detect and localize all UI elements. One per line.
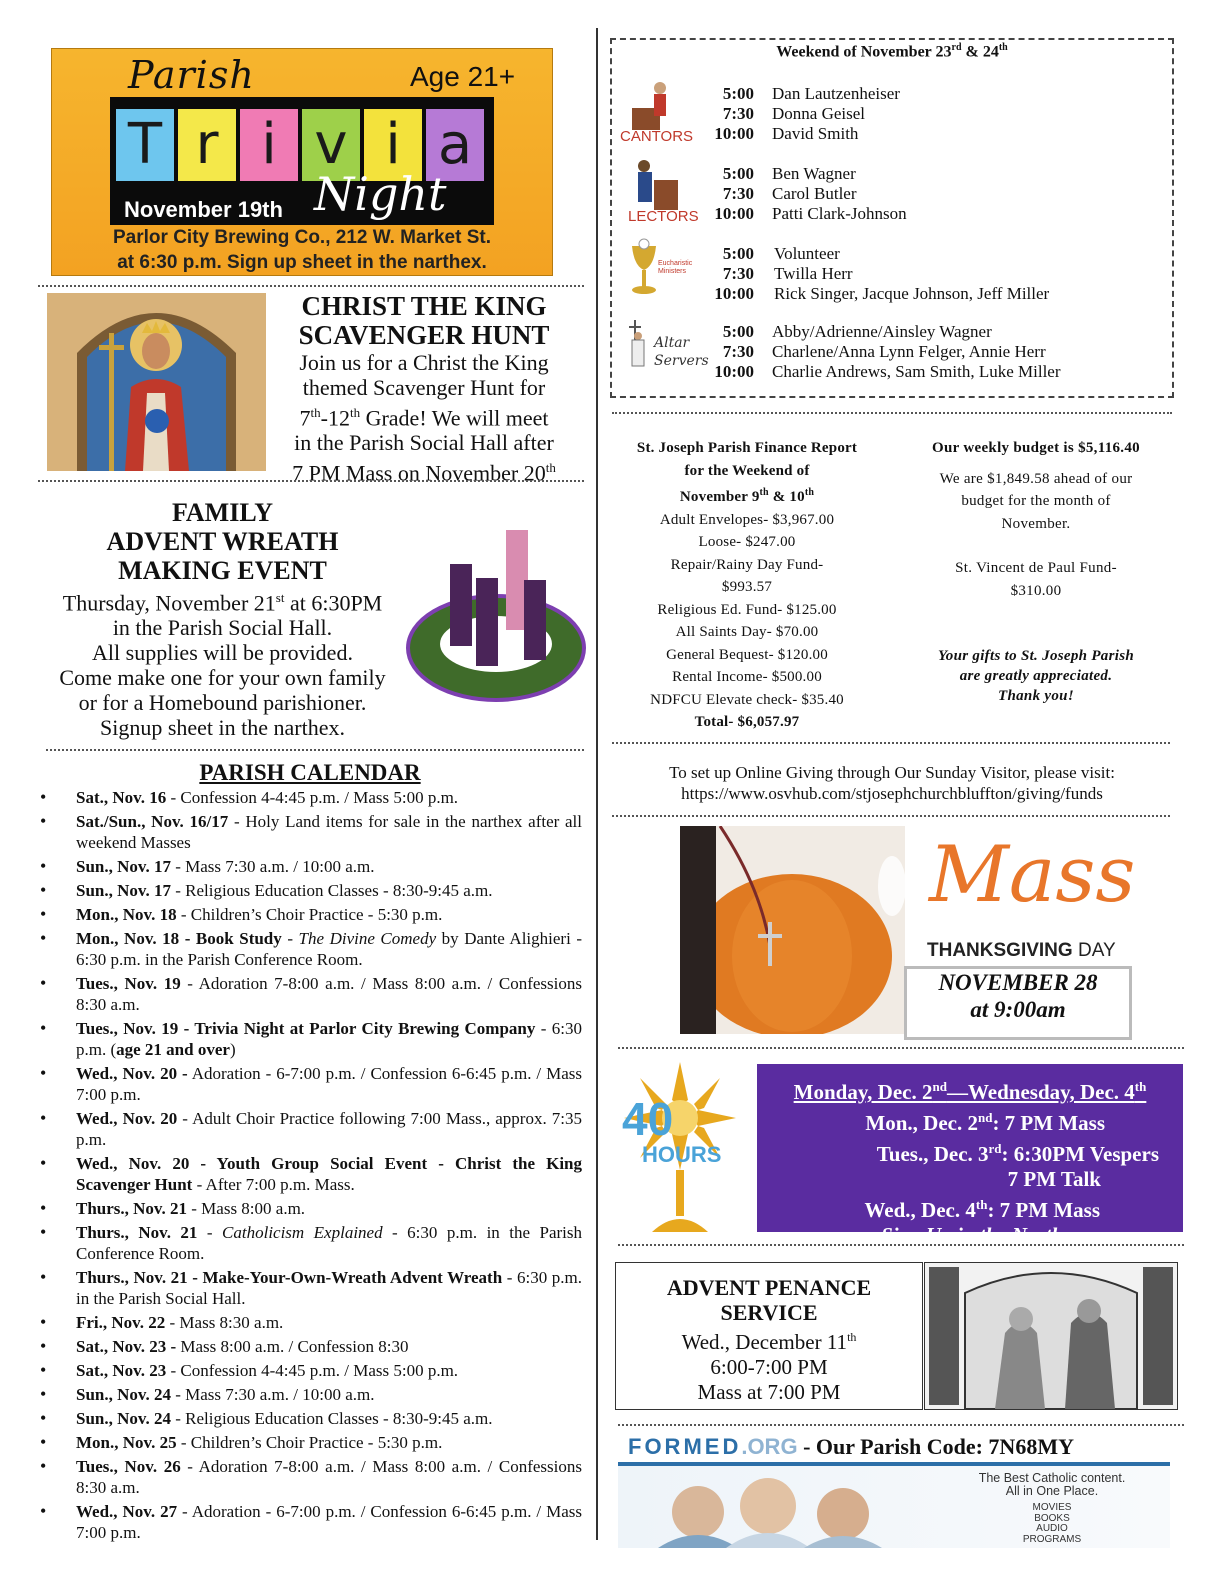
scavenger-title-1: CHRIST THE KING [301, 291, 547, 321]
parish-calendar-title: PARISH CALENDAR [199, 760, 421, 785]
eucharistic-label: Eucharistic Ministers [658, 260, 693, 275]
divider [618, 1244, 1184, 1246]
calendar-item: • Thurs., Nov. 21 - Make-Your-Own-Wreath Advent Wreath - 6:30 p.m. in the Parish Social Hall. [40, 1267, 582, 1309]
advent-wreath-event: FAMILY ADVENT WREATH MAKING EVENT Thursday, November 21st at 6:30PM in the Parish Social Hall. All supplies will be provided. Come make one for your own family or for a Homebound parishioner. Signup sheet in the narthex. [59, 498, 386, 741]
calendar-item: • Wed., Nov. 20 - Adoration - 6-7:00 p.m. / Confession 6-6:45 p.m. / Mass 7:00 p.m. [40, 1063, 582, 1105]
lectors-label: LECTORS [628, 208, 699, 225]
calendar-item: • Wed., Nov. 27 - Adoration - 6-7:00 p.m. / Confession 6-6:45 p.m. / Mass 7:00 p.m. [40, 1501, 582, 1543]
online-giving-link[interactable]: https://www.osvhub.com/stjosephchurchbluffton/giving/funds [681, 784, 1103, 803]
pumpkin-rosary-image [680, 826, 905, 1034]
cantors-block: CANTORS 5:00 7:30 10:00 Dan Lautzenheiser Donna Geisel David Smith [620, 78, 1170, 148]
altar-servers-label: Altar Servers [654, 335, 709, 369]
calendar-item: • Thurs., Nov. 21 - Catholicism Explained - 6:30 p.m. in the Parish Conference Room. [40, 1222, 582, 1264]
trivia-letter-i: i [240, 109, 298, 181]
divider [612, 815, 1170, 817]
divider [38, 480, 584, 482]
forty-number: 40 [622, 1093, 674, 1145]
calendar-item: • Sat./Sun., Nov. 16/17 - Holy Land items for sale in the narthex after all weekend Masses [40, 811, 582, 853]
calendar-item: • Sat., Nov. 23 - Mass 8:00 a.m. / Confession 8:30 [40, 1336, 582, 1357]
advent-penance-service: ADVENT PENANCE SERVICE Wed., December 11th 6:00-7:00 PM Mass at 7:00 PM [615, 1262, 923, 1410]
forty-hours-monstrance [618, 1060, 742, 1238]
calendar-item: • Mon., Nov. 18 - Book Study - The Divine Comedy by Dante Alighieri - 6:30 p.m. in the Parish Conference Room. [40, 928, 582, 970]
cantors-label: CANTORS [620, 128, 694, 145]
mass-script: Mass [929, 830, 1136, 920]
trivia-location: Parlor City Brewing Co., 212 W. Market St. at 6:30 p.m. Sign up sheet in the narthex. [113, 227, 491, 273]
weekend-title: Weekend of November 23rd & 24th [776, 42, 1008, 61]
calendar-item: • Wed., Nov. 20 - Adult Choir Practice following 7:00 Mass., approx. 7:35 p.m. [40, 1108, 582, 1150]
trivia-parish: Parish [128, 53, 255, 97]
advent-wreath-image [398, 520, 594, 716]
calendar-item: • Sun., Nov. 24 - Religious Education Classes - 8:30-9:45 a.m. [40, 1408, 582, 1429]
thanksgiving-date-box: NOVEMBER 28 at 9:00am [904, 966, 1132, 1040]
finance-report: St. Joseph Parish Finance Report for the Weekend of November 9th & 10th Adult Envelopes- $3,967.00 Loose- $247.00 Repair/Rainy Day Fund- $993.57 Religious Ed. Fund- $125.00 All Saints Day- $70.00 General Bequest- $120.00 Rental Income- $500.00 NDFCU Elevate check- $35.40 Total- $6,057.97 [636, 440, 858, 730]
budget-summary: Our weekly budget is $5,116.40 We are $1,849.58 ahead of our budget for the month of November. St. Vincent de Paul Fund- $310.00 Your gifts to St. Joseph Parish are greatly appreciated. Thank you! [932, 440, 1140, 704]
calendar-item: • Wed., Nov. 20 - Youth Group Social Event - Christ the King Scavenger Hunt - After 7:00 p.m. Mass. [40, 1153, 582, 1195]
formed-family-image [618, 1462, 1170, 1548]
forty-hours-schedule: Monday, Dec. 2nd—Wednesday, Dec. 4th Mon., Dec. 2nd: 7 PM Mass Tues., Dec. 3rd: 6:30PM Vespers 7 PM Talk Wed., Dec. 4th: 7 PM Mass Sign Up in the Narthex [757, 1064, 1183, 1232]
calendar-item: • Mon., Nov. 25 - Children’s Choir Practice - 5:30 p.m. [40, 1432, 582, 1453]
calendar-item: • Sun., Nov. 24 - Mass 7:30 a.m. / 10:00 a.m. [40, 1384, 582, 1405]
trivia-letter-r: r [178, 109, 236, 181]
divider [612, 742, 1170, 744]
altar-servers-block: Altar Servers 5:00 7:30 10:00 Abby/Adrienne/Ainsley Wagner Charlene/Anna Lynn Felger, Annie Herr Charlie Andrews, Sam Smith, Luke Miller [620, 316, 1170, 386]
trivia-night: Night [314, 167, 447, 221]
trivia-date: November 19th [124, 197, 283, 222]
scavenger-title-2: SCAVENGER HUNT [298, 320, 550, 350]
trivia-age: Age 21+ [410, 61, 516, 92]
lectors-block: LECTORS 5:00 7:30 10:00 Ben Wagner Carol Butler Patti Clark-Johnson [620, 158, 1170, 228]
calendar-item: • Thurs., Nov. 21 - Mass 8:00 a.m. [40, 1198, 582, 1219]
divider [618, 1424, 1184, 1426]
formed-media-list: MOVIES BOOKS AUDIO PROGRAMS [1022, 1502, 1082, 1545]
scavenger-hunt-notice: CHRIST THE KING SCAVENGER HUNT Join us for a Christ the King themed Scavenger Hunt for 7th-12th Grade! We will meet in the Parish Social Hall after 7 PM Mass on November 20th [276, 292, 572, 486]
confession-engraving [924, 1262, 1178, 1410]
divider [46, 749, 584, 751]
formed-logo: FORMED [628, 1434, 742, 1459]
calendar-item: • Sun., Nov. 17 - Mass 7:30 a.m. / 10:00 a.m. [40, 856, 582, 877]
formed-banner-title: FORMED.ORG - Our Parish Code: 7N68MY [628, 1434, 1074, 1459]
christ-the-king-image [47, 293, 266, 471]
divider [612, 412, 1172, 414]
parish-calendar-list [40, 787, 582, 1546]
calendar-item: • Sun., Nov. 17 - Religious Education Classes - 8:30-9:45 a.m. [40, 880, 582, 901]
calendar-item: • Tues., Nov. 26 - Adoration 7-8:00 a.m. / Mass 8:00 a.m. / Confessions 8:30 a.m. [40, 1456, 582, 1498]
calendar-item: • Sat., Nov. 23 - Confession 4-4:45 p.m. / Mass 5:00 p.m. [40, 1360, 582, 1381]
calendar-item: • Mon., Nov. 18 - Children’s Choir Practice - 5:30 p.m. [40, 904, 582, 925]
trivia-letter-a: a [426, 109, 484, 181]
calendar-item: • Tues., Nov. 19 - Trivia Night at Parlor City Brewing Company - 6:30 p.m. (age 21 and over) [40, 1018, 582, 1060]
weekend-ministry-schedule [610, 38, 1174, 398]
divider [618, 1047, 1184, 1049]
hours-word: HOURS [642, 1142, 722, 1167]
column-divider [596, 28, 598, 1540]
trivia-letter-t: T [116, 109, 174, 181]
thanksgiving-day: THANKSGIVING DAY [927, 940, 1116, 961]
divider [38, 285, 584, 287]
trivia-letter-v: v [302, 109, 360, 181]
calendar-item: • Fri., Nov. 22 - Mass 8:30 a.m. [40, 1312, 582, 1333]
formed-tagline: The Best Catholic content. All in One Place. [978, 1471, 1126, 1498]
trivia-night-flyer [51, 48, 553, 276]
calendar-item: • Tues., Nov. 19 - Adoration 7-8:00 a.m. / Mass 8:00 a.m. / Confessions 8:30 a.m. [40, 973, 582, 1015]
calendar-item: • Sat., Nov. 16 - Confession 4-4:45 p.m. / Mass 5:00 p.m. [40, 787, 582, 808]
trivia-letter-i2: i [364, 109, 422, 181]
eucharistic-ministers-block: Eucharistic Ministers 5:00 7:30 10:00 Volunteer Twilla Herr Rick Singer, Jacque Johnson, Jeff Miller [620, 238, 1170, 308]
online-giving-notice: To set up Online Giving through Our Sunday Visitor, please visit: https://www.osvhub.com/stjosephchurchbluffton/giving/funds [614, 762, 1170, 804]
